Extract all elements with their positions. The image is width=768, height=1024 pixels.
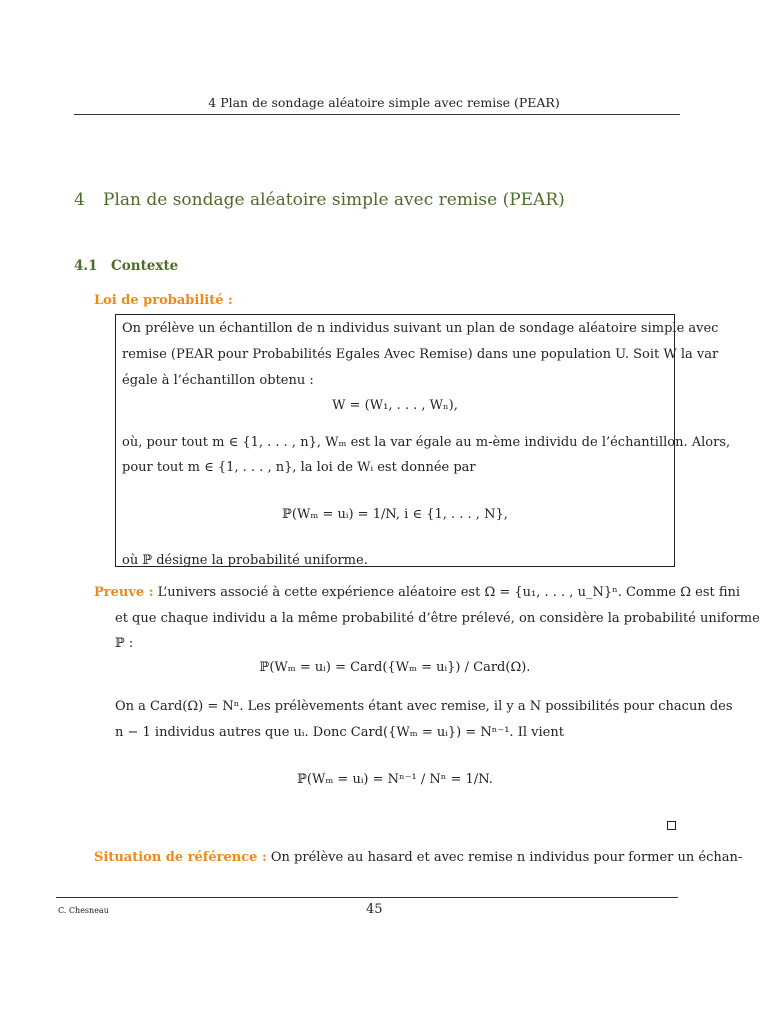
reference-label: Situation de référence : — [94, 850, 267, 865]
law-line-4: où, pour tout m ∈ {1, . . . , n}, Wₘ est la var égale au m-ème individu de l’échantillon. Alors, — [122, 435, 731, 450]
section-title: Plan de sondage aléatoire simple avec remise (PEAR) — [103, 190, 565, 210]
proof-label: Preuve : — [94, 585, 154, 600]
running-header: 4 Plan de sondage aléatoire simple avec remise (PEAR) — [208, 95, 560, 110]
proof-equation-2: ℙ(Wₘ = uᵢ) = Nⁿ⁻¹ / Nⁿ = 1/N. — [297, 772, 493, 787]
proof-line-1 — [94, 585, 740, 600]
law-label: Loi de probabilité : — [94, 293, 233, 308]
law-line-1: On prélève un échantillon de n individus suivant un plan de sondage aléatoire simple avec — [122, 321, 719, 336]
law-line-2: remise (PEAR pour Probabilités Egales Avec Remise) dans une population U. Soit W la var — [122, 347, 719, 362]
law-line-3: égale à l’échantillon obtenu : — [122, 373, 314, 388]
subsection-heading — [74, 258, 178, 274]
reference-line — [94, 850, 742, 865]
law-box — [115, 314, 731, 568]
footer-rule — [56, 897, 678, 898]
proof-text-1: L’univers associé à cette expérience aléatoire est Ω = {u₁, . . . , u_N}ⁿ. Comme Ω est fini — [153, 585, 741, 600]
header-rule — [74, 114, 680, 115]
section-heading — [74, 190, 565, 210]
proof-equation-1: ℙ(Wₘ = uᵢ) = Card({Wₘ = uᵢ}) / Card(Ω). — [259, 660, 531, 675]
proof-line-2: et que chaque individu a la même probabilité d’être prélevé, on considère la probabilité uniforme — [115, 611, 760, 626]
reference-text: On prélève au hasard et avec remise n individus pour former un échan- — [266, 850, 743, 865]
proof-line-4: On a Card(Ω) = Nⁿ. Les prélèvements étant avec remise, il y a N possibilités pour chacun des — [115, 699, 733, 714]
law-line-6: où ℙ désigne la probabilité uniforme. — [122, 553, 368, 568]
page-number: 45 — [366, 902, 383, 917]
law-line-5: pour tout m ∈ {1, . . . , n}, la loi de Wᵢ est donnée par — [122, 460, 476, 475]
section-number: 4 — [74, 190, 85, 210]
proof-line-5: n − 1 individus autres que uᵢ. Donc Card({Wₘ = uᵢ}) = Nⁿ⁻¹. Il vient — [115, 725, 564, 740]
subsection-title: Contexte — [111, 258, 179, 274]
subsection-number: 4.1 — [74, 258, 98, 274]
proof-line-3: ℙ : — [115, 636, 134, 651]
law-equation-2: ℙ(Wₘ = uᵢ) = 1/N, i ∈ {1, . . . , N}, — [282, 507, 508, 522]
footer-author: C. Chesneau — [58, 906, 109, 915]
qed-square-icon — [667, 821, 676, 830]
law-equation-1: W = (W₁, . . . , Wₙ), — [332, 398, 458, 413]
